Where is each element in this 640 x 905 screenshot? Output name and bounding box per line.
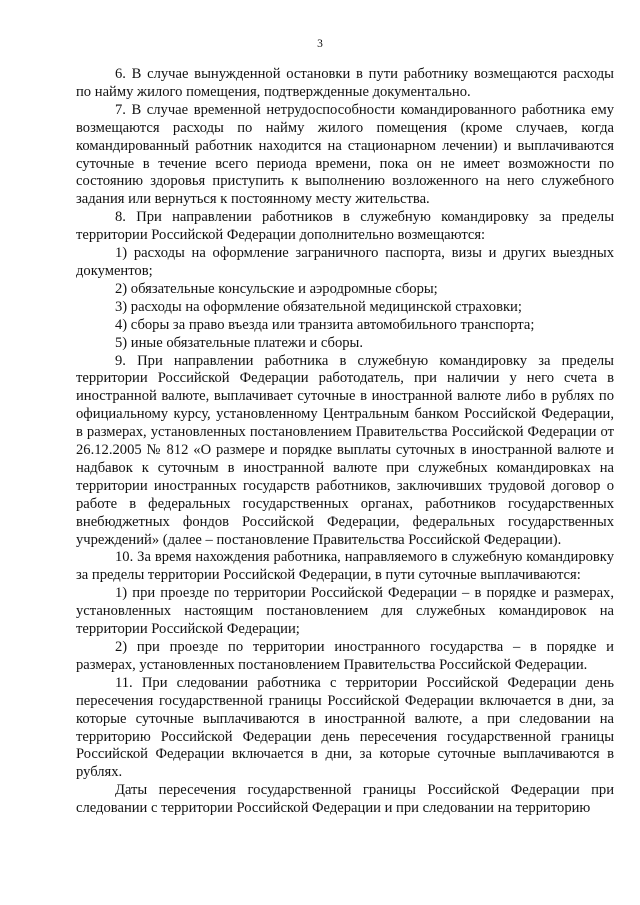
list-item: 2) при проезде по территории иностранного государства – в порядке и размерах, установленных постановлением Правительства Российской Федерации. xyxy=(76,639,614,673)
paragraph-8: 8. При направлении работников в служебную командировку за пределы территории Российской Федерации дополнительно возмещаются: xyxy=(76,209,614,244)
paragraph-7: 7. В случае временной нетрудоспособности командированного работника ему возмещаются расходы по найму жилого помещения (кроме случаев, когда командированный работник находится на стационарном лечении) и выплачиваются суточные в течение всего периода времени, пока он не имеет возможности по состоянию здоровья приступить к выполнению возложенного на него служебного задания или вернуться к постоянному месту жительства. xyxy=(76,101,614,208)
list-item: 2) обязательные консульские и аэродромные сборы; xyxy=(115,280,438,297)
page-number: 3 xyxy=(317,38,323,50)
paragraph-10: 10. За время нахождения работника, направляемого в служебную командировку за пределы территории Российской Федерации, в пути суточные выплачиваются: xyxy=(76,549,614,584)
list-item: 1) при проезде по территории Российской Федерации – в порядке и размерах, установленных настоящим постановлением для служебных командировок на территории Российской Федерации; xyxy=(76,585,614,638)
list-item: 5) иные обязательные платежи и сборы. xyxy=(115,334,364,351)
paragraph-6: 6. В случае вынужденной остановки в пути работнику возмещаются расходы по найму жилого помещения, подтвержденные документально. xyxy=(76,66,614,100)
list-item: 3) расходы на оформление обязательной медицинской страховки; xyxy=(115,298,522,315)
paragraph-9: 9. При направлении работника в служебную командировку за пределы территории Российской Федерации работодатель, при наличии у него счета в иностранной валюте, выплачивает суточные в иностранной валюте либо в рублях по официальному курсу, установленному Центральным банком Российской Федерации, в размерах, установленных постановлением Правительства Российской Федерации от 26.12.2005 № 812 «О размере и порядке выплаты суточных в иностранной валюте и надбавок к суточным в иностранной валюте при служебных командировках на территории иностранных государств работников, заключивших трудовой договор о работе в федеральных государственных органах, работников государственных внебюджетных фондов Российской Федерации, федеральных государственных учреждений» (далее – постановление Правительства Российской Федерации). xyxy=(76,352,614,548)
paragraph-11: 11. При следовании работника с территории Российской Федерации день пересечения государственной границы Российской Федерации включается в дни, за которые суточные выплачиваются в иностранной валюте, а при следовании на территорию Российской Федерации день пересечения государственной границы Российской Федерации включается в дни, за которые суточные выплачиваются в рублях. xyxy=(76,674,614,781)
paragraph-continuation: Даты пересечения государственной границы Российской Федерации при следовании с территории Российской Федерации и при следовании на территорию xyxy=(76,782,614,817)
list-item: 4) сборы за право въезда или транзита автомобильного транспорта; xyxy=(115,316,535,333)
document-body xyxy=(76,66,614,818)
list-item: 1) расходы на оформление заграничного паспорта, визы и других выездных документов; xyxy=(76,245,614,279)
